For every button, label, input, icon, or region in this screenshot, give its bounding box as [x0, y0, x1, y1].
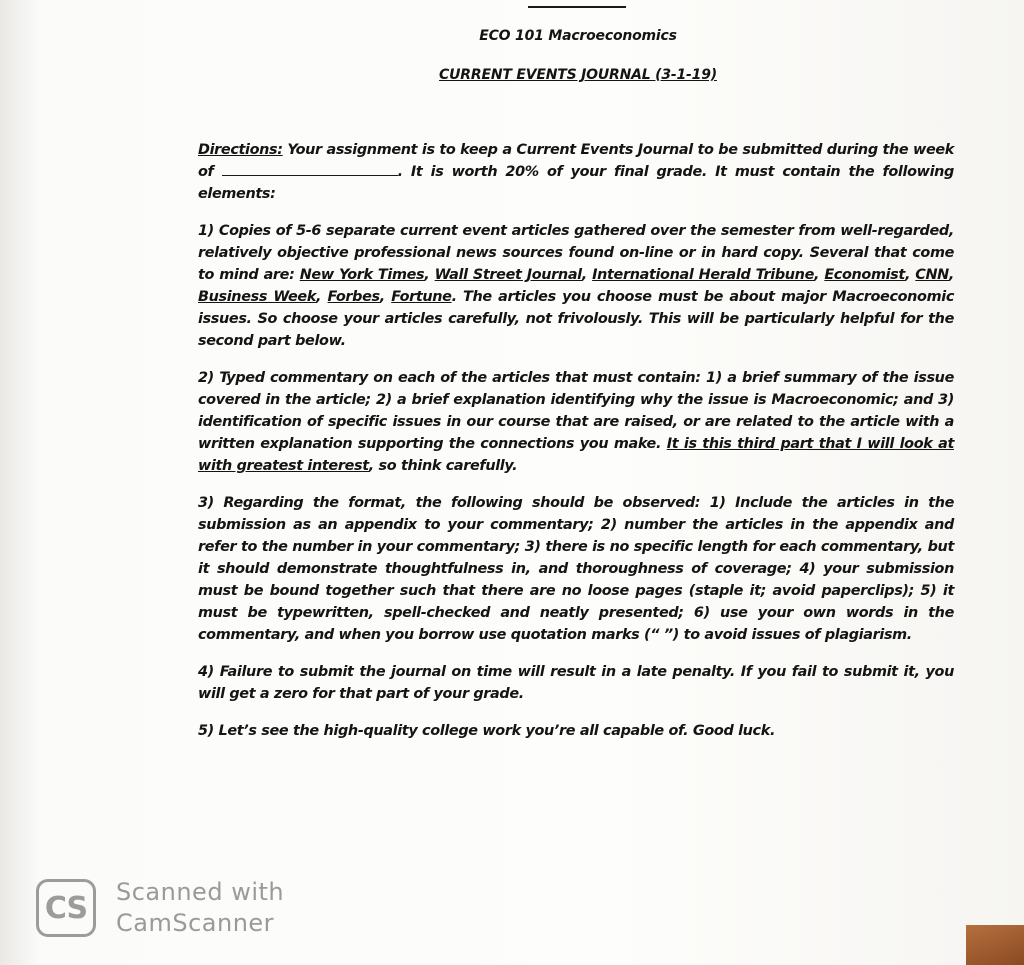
source-cnn: CNN	[915, 267, 949, 283]
camscanner-logo-icon: CS	[36, 879, 96, 937]
item-3-paragraph: 3) Regarding the format, the following should be observed: 1) Include the articles in the submission as an appendix to your commentary; 2) number the articles in the appendix and refer to the number in your commentary; 3) there is no specific length for each commentary, but it should demonstrate thoughtfulness in, and thoroughness of coverage; 4) your submission must be bound together such that there are no loose pages (staple it; avoid paperclips); 5) it must be typewritten, spell-checked and neatly presented; 6) use your own words in the commentary, and when you borrow use quotation marks (“ ”) to avoid issues of plagiarism.	[198, 495, 954, 643]
source-international-herald-tribune: International Herald Tribune	[592, 267, 814, 283]
separator: ,	[581, 267, 593, 283]
source-forbes: Forbes	[327, 289, 380, 305]
item-2-text-b: , so think carefully.	[368, 458, 518, 474]
item-4-paragraph: 4) Failure to submit the journal on time will result in a late penalty. If you fail to submit it, you will get a zero for that part of your grade.	[198, 664, 954, 702]
separator: ,	[904, 267, 916, 283]
separator: ,	[813, 267, 825, 283]
item-5-paragraph: 5) Let’s see the high-quality college work you’re all capable of. Good luck.	[198, 723, 776, 739]
watermark-line-2: CamScanner	[116, 909, 275, 937]
source-new-york-times: New York Times	[299, 267, 425, 283]
separator: ,	[379, 289, 392, 305]
source-economist: Economist	[824, 267, 905, 283]
separator: ,	[424, 267, 435, 283]
directions-label: Directions:	[198, 142, 283, 158]
separator: ,	[316, 289, 328, 305]
source-business-week: Business Week	[198, 289, 317, 305]
item-1-text-a: 1) Copies of 5-6 separate current event articles gathered over the semester from well-regarded, relatively objective professional news sources found on-line or in hard copy. Several that come to mind are:	[198, 223, 954, 283]
desk-corner	[966, 925, 1024, 965]
camscanner-watermark	[36, 877, 284, 939]
directions-text-a: Your assignment is to keep a Current Events Journal to be submitted during the week of	[198, 142, 954, 180]
item-2-text-a: 2) Typed commentary on each of the articles that must contain: 1) a brief summary of the issue covered in the article; 2) a brief explanation identifying why the issue is Macroeconomic; and 3) identification of specific issues in our course that are raised, or are related to the article with a written explanation supporting the connections you make.	[198, 370, 954, 452]
watermark-line-1: Scanned with	[116, 878, 285, 906]
item-1-paragraph	[198, 220, 954, 352]
top-rule	[528, 6, 626, 8]
item-1-text-b: . The articles you choose must be about major Macroeconomic issues. So choose your articles carefully, not frivolously. This will be particularly helpful for the second part below.	[198, 289, 954, 349]
due-week-blank	[222, 162, 398, 176]
assignment-body	[198, 139, 954, 757]
directions-paragraph	[198, 139, 954, 205]
source-wall-street-journal: Wall Street Journal	[434, 267, 582, 283]
directions-text-b: . It is worth 20% of your final grade. It must contain the following elements:	[198, 164, 954, 202]
separator: ,	[948, 267, 955, 283]
watermark-text	[116, 877, 284, 939]
source-fortune: Fortune	[391, 289, 452, 305]
course-title: ECO 101 Macroeconomics	[479, 28, 677, 44]
item-2-paragraph	[198, 367, 954, 477]
journal-title: CURRENT EVENTS JOURNAL (3-1-19)	[439, 67, 717, 83]
item-2-emphasis: It is this third part that I will look at with greatest interest	[198, 436, 954, 474]
